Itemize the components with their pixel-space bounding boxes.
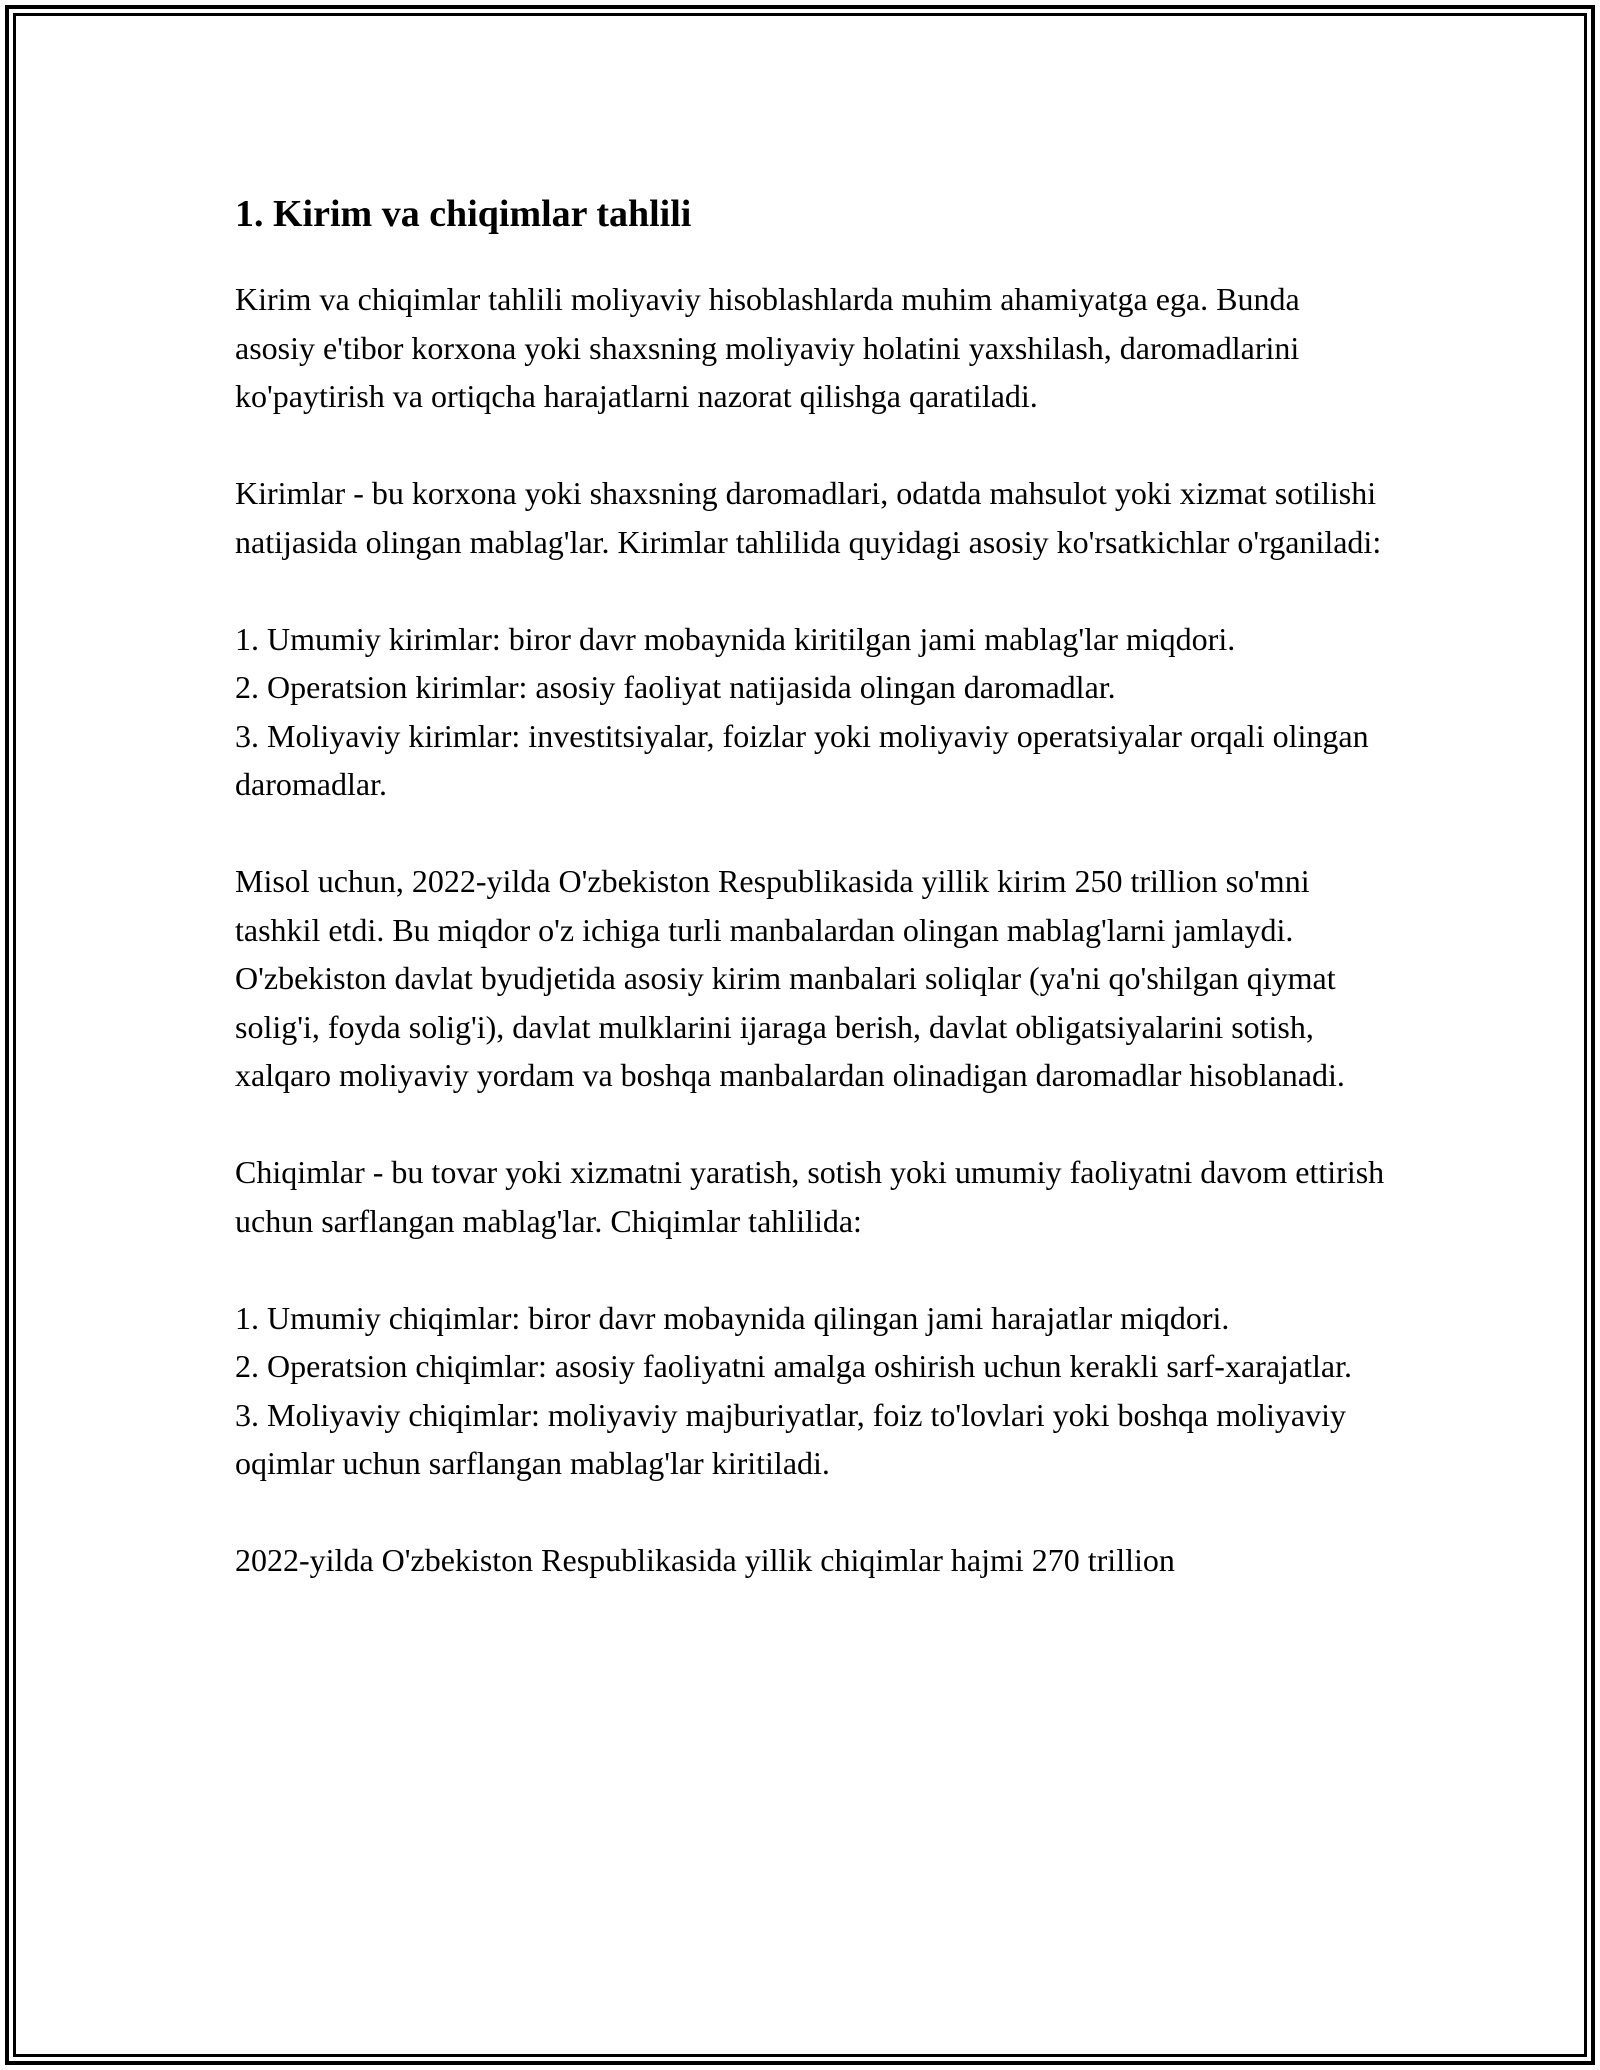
intro-paragraph: Kirim va chiqimlar tahlili moliyaviy hisoblashlarda muhim ahamiyatga ega. Bunda asosiy e'tibor korxona yoki shaxsning moliyaviy holatini yaxshilash, daromadlarini ko'paytirish va ortiqcha harajatlarni nazorat qilishga qaratiladi. bbox=[235, 281, 1308, 414]
expense-definition-paragraph: Chiqimlar - bu tovar yoki xizmatni yaratish, sotish yoki umumiy faoliyatni davom ettirish uchun sarflangan mablag'lar. Chiqimlar tahlilida: bbox=[235, 1154, 1393, 1239]
expense-example-paragraph: 2022-yilda O'zbekiston Respublikasida yillik chiqimlar hajmi 270 trillion bbox=[235, 1542, 1175, 1578]
income-example-paragraph: Misol uchun, 2022-yilda O'zbekiston Respublikasida yillik kirim 250 trillion so'mni tashkil etdi. Bu miqdor o'z ichiga turli manbalardan olingan mablag'larni jamlaydi. O'zbekiston davlat byudjetida asosiy kirim manbalari soliqlar (ya'ni qo'shilgan qiymat solig'i, foyda solig'i), davlat mulklarini ijaraga berish, davlat obligatsiyalarini sotish, xalqaro moliyaviy yordam va boshqa manbalardan olinadigan daromadlar hisoblanadi. bbox=[235, 863, 1345, 1093]
paragraph-spacer bbox=[235, 1100, 1385, 1149]
paragraph-spacer bbox=[235, 1245, 1385, 1294]
paragraph-spacer bbox=[235, 566, 1385, 615]
income-definition-paragraph: Kirimlar - bu korxona yoki shaxsning daromadlari, odatda mahsulot yoki xizmat sotilishi natijasida olingan mablag'lar. Kirimlar tahlilida quyidagi asosiy ko'rsatkichlar o'rganiladi: bbox=[235, 475, 1385, 560]
section-heading: 1. Kirim va chiqimlar tahlili bbox=[235, 193, 692, 235]
document-page bbox=[235, 187, 1393, 1585]
paragraph-spacer bbox=[235, 809, 1385, 858]
paragraph-spacer bbox=[235, 1488, 1385, 1537]
expense-list: 1. Umumiy chiqimlar: biror davr mobaynida qilingan jami harajatlar miqdori. 2. Operatsion chiqimlar: asosiy faoliyatni amalga oshirish uchun kerakli sarf-xarajatlar. 3. Moliyaviy chiqimlar: moliyaviy majburiyatlar, foiz to'lovlari yoki boshqa moliyaviy oqimlar uchun sarflangan mablag'lar kiritiladi. bbox=[235, 1299, 1352, 1481]
document-body bbox=[235, 275, 1393, 1585]
income-list: 1. Umumiy kirimlar: biror davr mobaynida kiritilgan jami mablag'lar miqdori. 2. Operatsion kirimlar: asosiy faoliyat natijasida olingan daromadlar. 3. Moliyaviy kirimlar: investitsiyalar, foizlar yoki moliyaviy operatsiyalar orqali olingan daromadlar. bbox=[235, 620, 1369, 802]
paragraph-spacer bbox=[235, 421, 1385, 470]
